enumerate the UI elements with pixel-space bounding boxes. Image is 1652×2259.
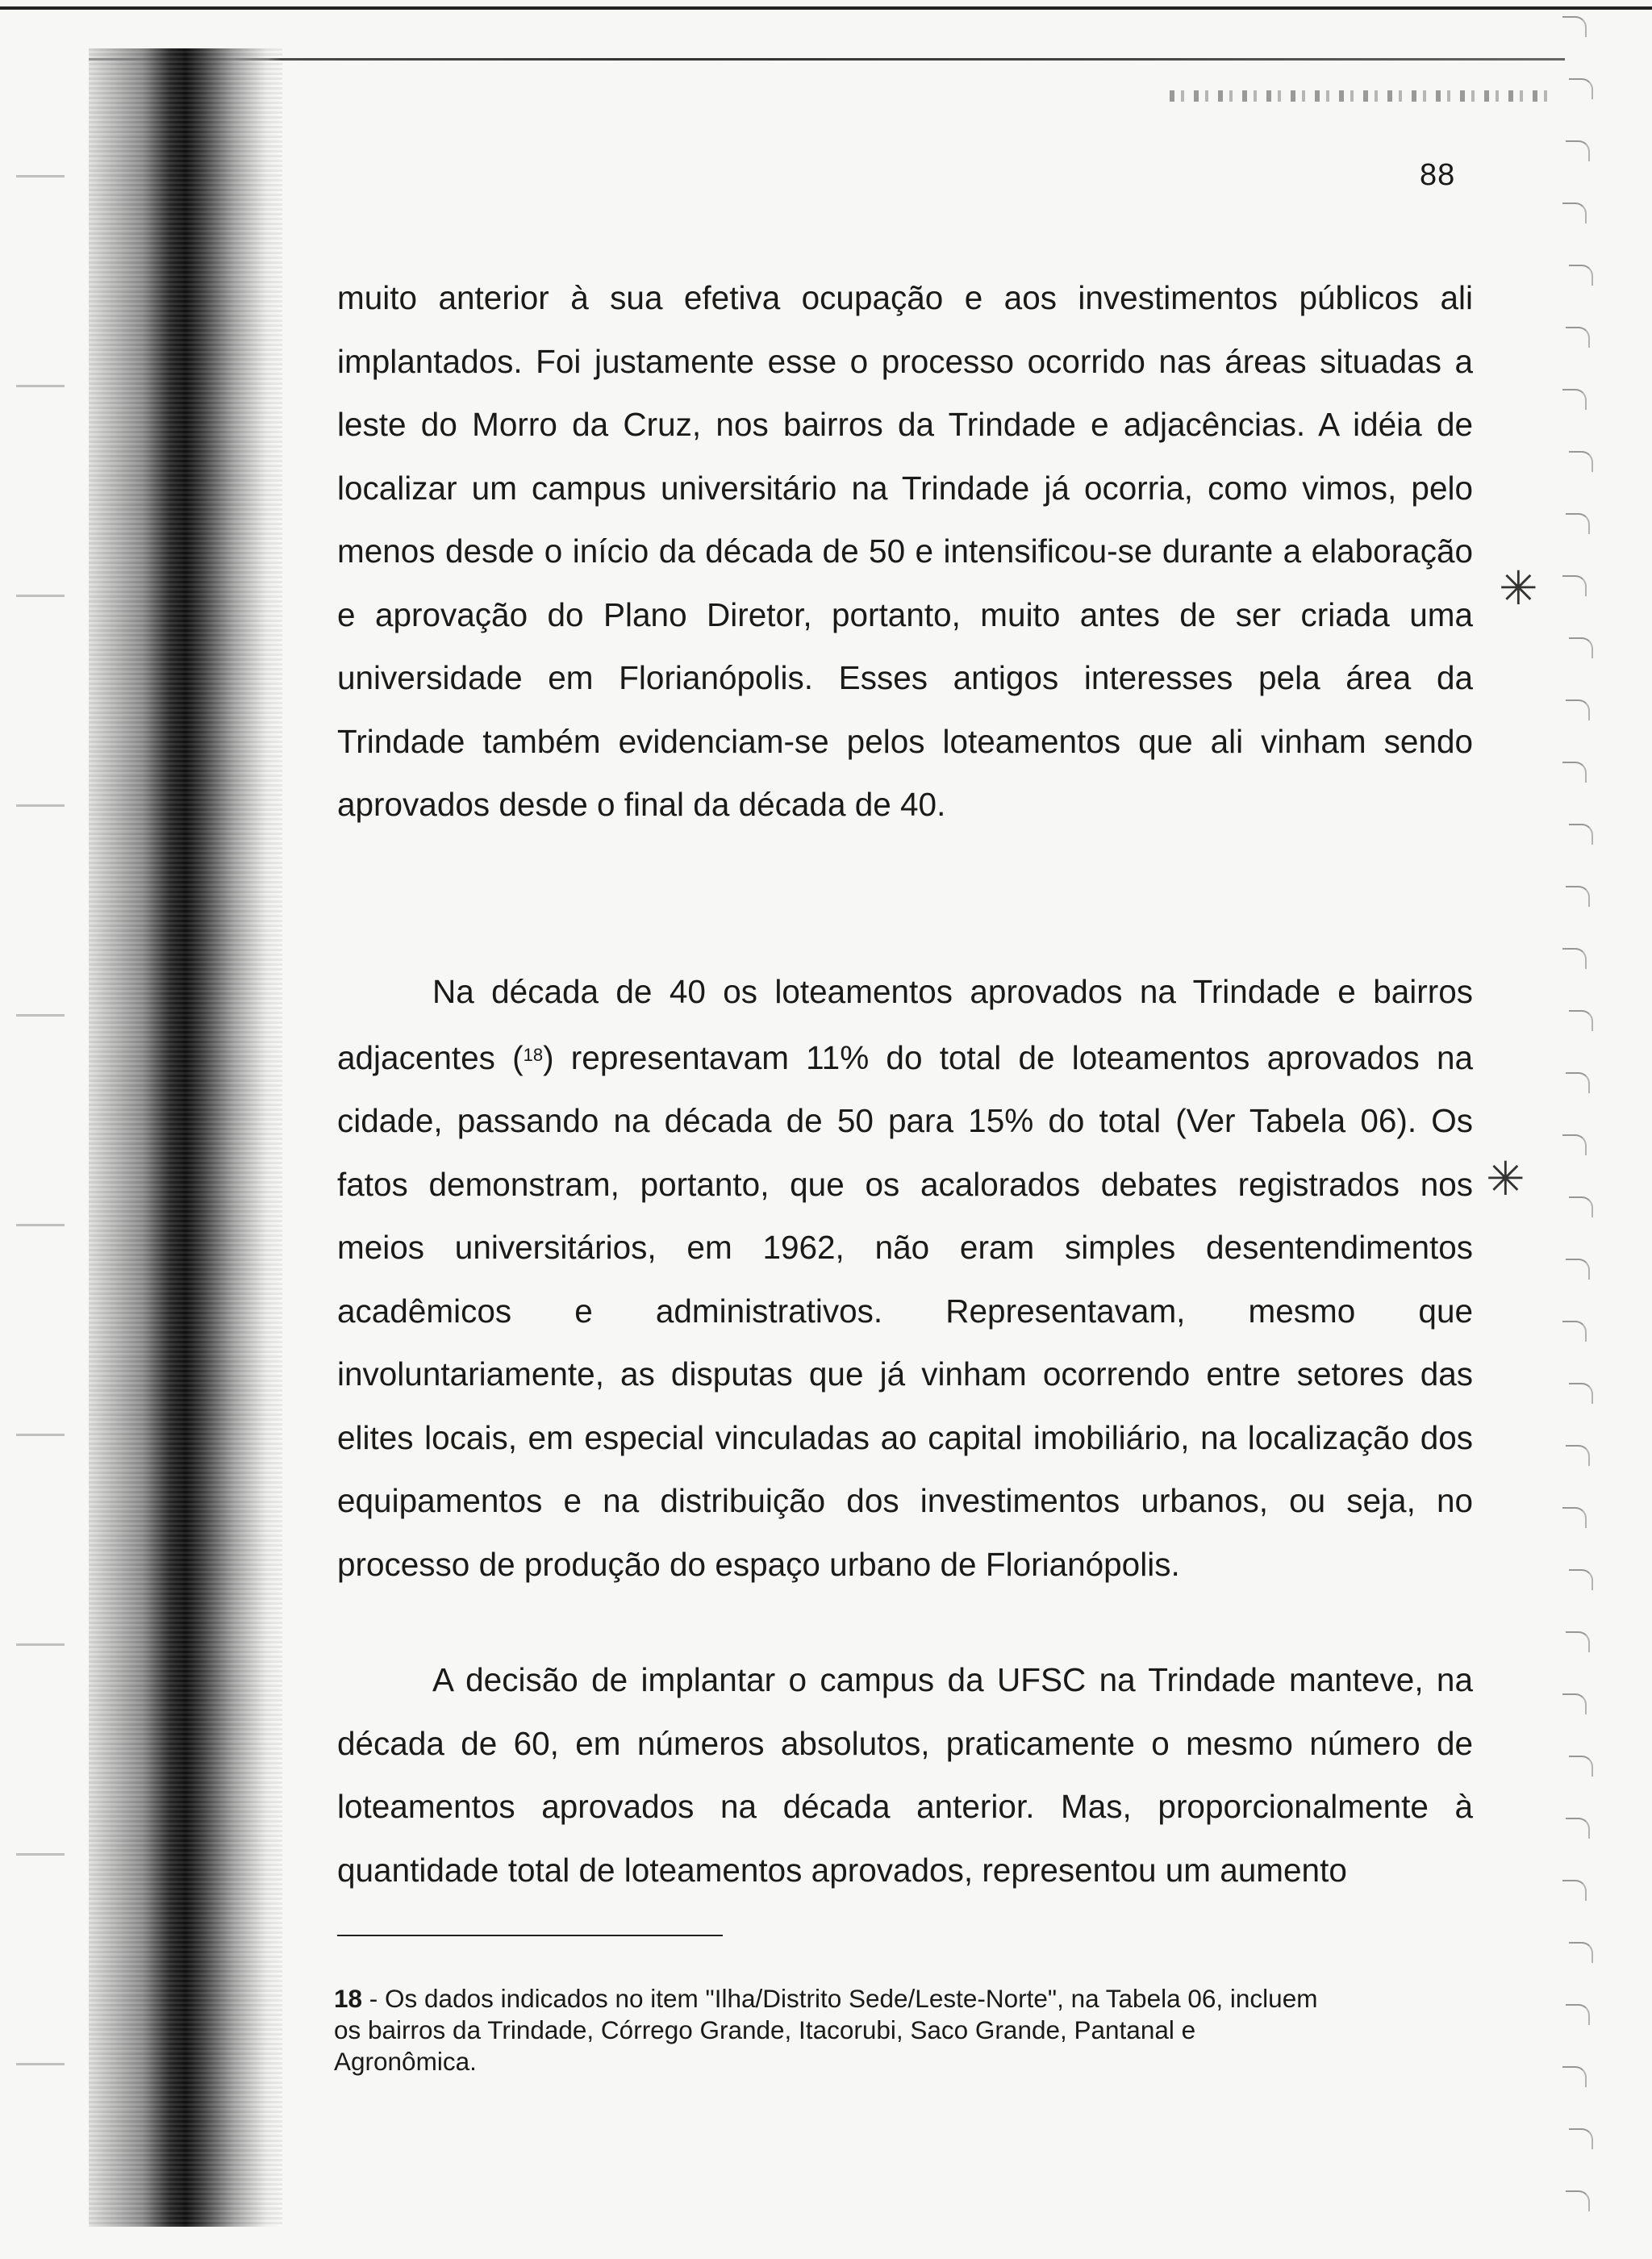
binder-hole	[1569, 265, 1593, 286]
binder-hole	[1569, 637, 1593, 658]
handwritten-asterisk-mark: ✳	[1486, 1151, 1525, 1206]
paragraph-2	[337, 960, 1473, 1596]
scan-noise	[1170, 90, 1557, 102]
paragraph-2-text-before: Na década de 40 os loteamentos aprovados na Trindade e bairros adjacentes (	[337, 973, 1473, 1076]
binder-hole	[1562, 1693, 1587, 1714]
binder-hole	[1562, 1880, 1587, 1901]
binder-hole	[1569, 1942, 1593, 1963]
scan-edge-specks	[16, 161, 65, 2178]
binder-hole	[1562, 575, 1587, 596]
scan-binding-shadow	[89, 48, 282, 2227]
paragraph-2-text-after: ) representavam 11% do total de loteamentos aprovados na cidade, passando na década de 50 para 15% do total (Ver Tabela 06). Os fatos demonstram, portanto, que os acalorados debates registrados nos meios universitários, em 1962, não eram simples desentendimentos acadêmicos e administrativos. Representavam, mesmo que involuntariamente, as disputas que já vinham ocorrendo entre setores das elites locais, em especial vinculadas ao capital imobiliário, na localização dos equipamentos e na distribuição dos investimentos urbanos, ou seja, no processo de produção do espaço urbano de Florianópolis.	[337, 1038, 1473, 1583]
binder-hole	[1562, 1507, 1587, 1528]
binder-hole	[1566, 2190, 1590, 2211]
binder-hole	[1566, 1631, 1590, 1652]
binder-hole	[1569, 1569, 1593, 1590]
footnote-reference: 18	[523, 1044, 544, 1065]
binder-hole	[1562, 2066, 1587, 2087]
binder-hole	[1569, 78, 1593, 99]
binder-hole	[1569, 1756, 1593, 1777]
binder-hole	[1562, 1134, 1587, 1155]
footnote-number: 18	[334, 1984, 363, 2013]
binder-hole	[1566, 1445, 1590, 1466]
paragraph-3: A decisão de implantar o campus da UFSC na Trindade manteve, na década de 60, em números absolutos, praticamente o mesmo número de loteamentos aprovados na década anterior. Mas, proporcionalmente à quantidade total de loteamentos aprovados, representou um aumento	[337, 1661, 1473, 1889]
footnote-text: - Os dados indicados no item "Ilha/Distrito Sede/Leste-Norte", na Tabela 06, incluem os bairros da Trindade, Córrego Grande, Itacorubi, Saco Grande, Pantanal e Agronômica.	[334, 1984, 1318, 2076]
binder-hole	[1566, 327, 1590, 348]
binder-hole	[1562, 762, 1587, 783]
binder-hole	[1569, 1196, 1593, 1217]
binder-hole	[1562, 203, 1587, 223]
binder-hole	[1566, 140, 1590, 161]
binder-hole	[1566, 1818, 1590, 1839]
binder-hole	[1562, 948, 1587, 969]
scan-top-border	[0, 6, 1652, 10]
binder-hole	[1562, 389, 1587, 410]
binder-hole	[1569, 451, 1593, 472]
binder-hole	[1562, 1321, 1587, 1342]
page-number: 88	[1420, 158, 1456, 192]
binder-hole	[1566, 513, 1590, 534]
binder-hole	[1566, 1259, 1590, 1280]
handwritten-asterisk-mark: ✳	[1499, 561, 1538, 616]
scan-header-line	[89, 58, 1565, 61]
footnote	[334, 1983, 1318, 2077]
binder-hole	[1569, 1010, 1593, 1031]
binder-hole	[1566, 1072, 1590, 1093]
paragraph-1: muito anterior à sua efetiva ocupação e aos investimentos públicos ali implantados. Foi justamente esse o processo ocorrido nas áreas situadas a leste do Morro da Cruz, nos bairros da Trindade e adjacências. A idéia de localizar um campus universitário na Trindade já ocorria, como vimos, pelo menos desde o início da década de 50 e intensificou-se durante a elaboração e aprovação do Plano Diretor, portanto, muito antes de ser criada uma universidade em Florianópolis. Esses antigos interesses pela área da Trindade também evidenciam-se pelos loteamentos que ali vinham sendo aprovados desde o final da década de 40.	[337, 279, 1473, 823]
footnote-separator	[337, 1935, 723, 1936]
binder-hole	[1566, 2004, 1590, 2025]
binder-hole	[1562, 16, 1587, 37]
binder-hole	[1566, 886, 1590, 907]
binder-hole	[1569, 824, 1593, 845]
binder-hole	[1569, 2128, 1593, 2149]
binder-holes	[1561, 16, 1609, 2243]
binder-hole	[1566, 699, 1590, 720]
binder-hole	[1569, 1383, 1593, 1404]
